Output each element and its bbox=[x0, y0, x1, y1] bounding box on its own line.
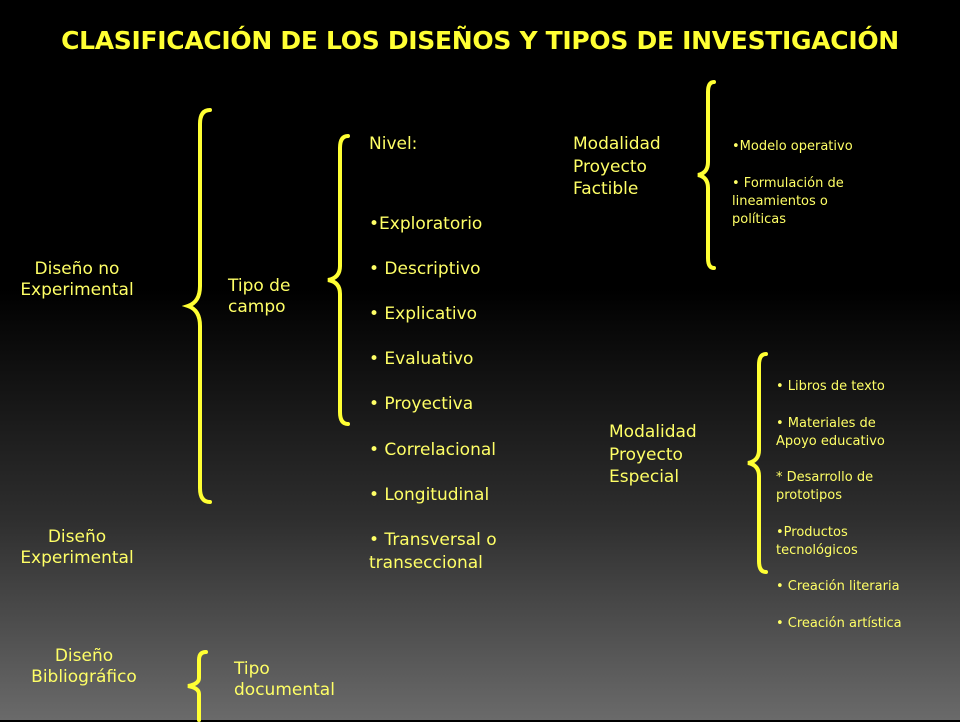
especial-item-literaria: • Creación literaria bbox=[776, 579, 900, 595]
nivel-item-evaluativo: • Evaluativo bbox=[369, 349, 474, 370]
page-title: CLASIFICACIÓN DE LOS DISEÑOS Y TIPOS DE INVESTIGACIÓN bbox=[61, 26, 899, 55]
brace-bibliografico bbox=[182, 648, 212, 722]
nivel-list bbox=[369, 190, 497, 597]
diseno-bibliografico-label: Diseño Bibliográfico bbox=[31, 646, 137, 688]
diseno-no-experimental-label: Diseño no Experimental bbox=[20, 259, 134, 301]
tipo-documental-label: Tipo documental bbox=[234, 659, 335, 701]
diseno-experimental-label: Diseño Experimental bbox=[20, 527, 134, 569]
brace-tipo-de-campo bbox=[322, 132, 354, 428]
factible-list bbox=[732, 120, 892, 247]
brace-factible bbox=[692, 78, 720, 272]
factible-item-modelo-operativo: •Modelo operativo bbox=[732, 139, 853, 155]
brace-no-experimental bbox=[182, 106, 216, 506]
tipo-de-campo-label: Tipo de campo bbox=[228, 276, 291, 318]
brace-especial bbox=[742, 350, 772, 576]
nivel-item-correlacional: • Correlacional bbox=[369, 439, 496, 460]
especial-item-artistica: • Creación artística bbox=[776, 615, 902, 631]
especial-list bbox=[776, 360, 946, 651]
nivel-item-explicativo: • Explicativo bbox=[369, 304, 478, 325]
especial-item-prototipos: * Desarrollo de prototipos bbox=[776, 470, 874, 504]
nivel-item-exploratorio: •Exploratorio bbox=[369, 213, 483, 234]
factible-item-formulacion: • Formulación de lineamientos o políticas bbox=[732, 175, 844, 227]
nivel-item-longitudinal: • Longitudinal bbox=[369, 484, 490, 505]
especial-item-productos: •Productos tecnológicos bbox=[776, 524, 858, 558]
nivel-item-descriptivo: • Descriptivo bbox=[369, 258, 481, 279]
especial-item-libros: • Libros de texto bbox=[776, 379, 885, 395]
nivel-item-proyectiva: • Proyectiva bbox=[369, 394, 474, 415]
especial-item-materiales: • Materiales de Apoyo educativo bbox=[776, 415, 885, 449]
nivel-item-transversal: • Transversal o transeccional bbox=[369, 530, 497, 573]
modalidad-factible-label: Modalidad Proyecto Factible bbox=[573, 134, 661, 200]
nivel-heading: Nivel: bbox=[369, 134, 418, 154]
modalidad-especial-label: Modalidad Proyecto Especial bbox=[609, 422, 697, 488]
